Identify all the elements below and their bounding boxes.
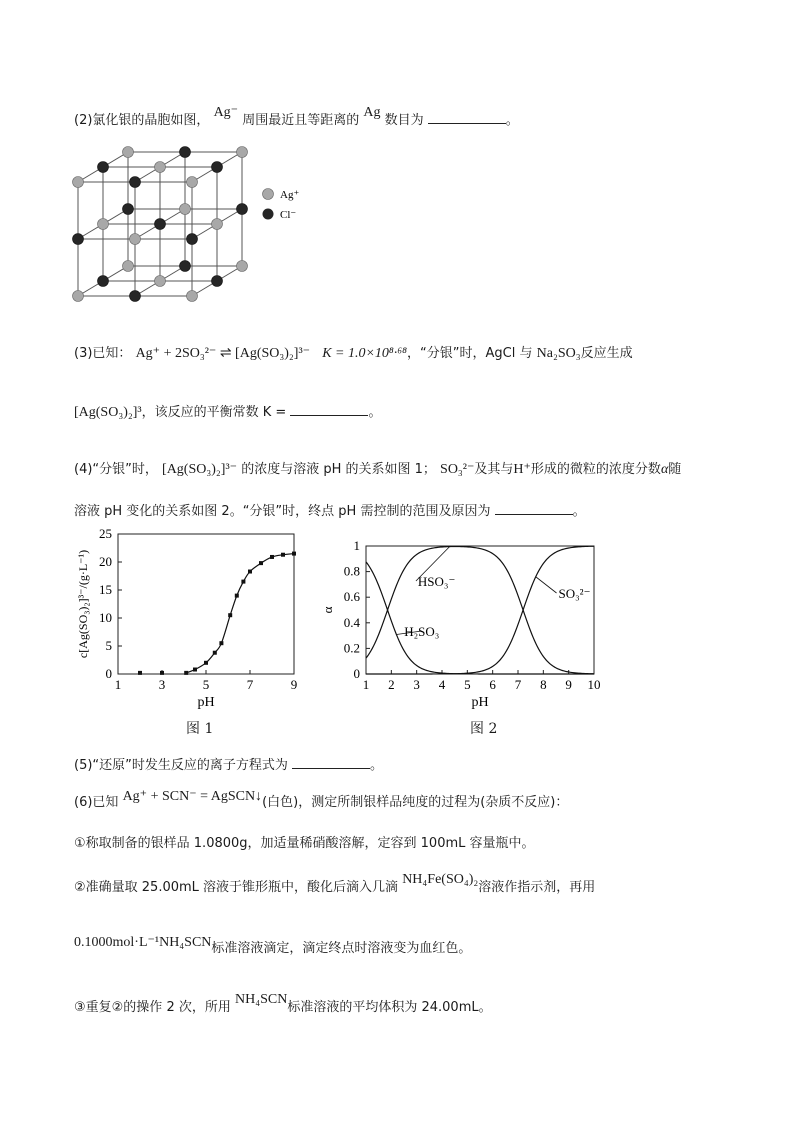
q6-line: (6)已知 Ag⁺ + SCN⁻ = AgSCN↓(白色)，测定所制银样品纯度的过程为(杂质不反应)：	[74, 789, 569, 810]
ag-ion	[73, 291, 84, 302]
data-point	[138, 671, 142, 675]
legend-cl-marker	[263, 209, 274, 220]
data-point	[248, 570, 252, 574]
x-axis-label: pH	[197, 695, 215, 710]
data-curve	[186, 554, 294, 673]
cl-ion	[130, 291, 141, 302]
x-tick-label: 3	[158, 677, 166, 692]
data-point	[213, 651, 217, 655]
plot-frame	[118, 534, 294, 674]
ag-ion	[155, 276, 166, 287]
q6-equation: Ag⁺ + SCN⁻ = AgSCN↓	[122, 789, 263, 804]
ag-ion	[73, 177, 84, 188]
hso3-label: HSO₃⁻	[417, 574, 456, 589]
q4-line2: 溶液 pH 变化的关系如图 2。“分银”时，终点 pH 需控制的范围及原因为 。	[74, 504, 586, 519]
crystal-cell-diagram	[66, 136, 326, 308]
x-tick-label: 1	[114, 677, 122, 692]
q4-line1: (4)“分银”时， [Ag(SO₃)₂]³⁻ 的浓度与溶液 pH 的关系如图 1； SO₃²⁻及其与H⁺形成的微粒的浓度分数α随	[74, 462, 682, 477]
hso3-curve	[366, 547, 594, 674]
y-axis-label: c[Ag(SO₃)₂]³⁻/(g·L⁻¹)	[76, 549, 90, 659]
data-point	[193, 668, 197, 672]
x-tick-label: 7	[246, 677, 254, 692]
so3-label-leader	[536, 577, 557, 593]
x-tick-label: 9	[290, 677, 298, 692]
q6-step1: ①称取制备的银样品 1.0800g，加适量稀硝酸溶解，定容到 100mL 容量瓶中。	[74, 836, 535, 851]
data-point	[219, 641, 223, 645]
cl-ion	[98, 162, 109, 173]
x-tick-label: 8	[540, 677, 547, 692]
q4-complex: [Ag(SO₃)₂]³⁻	[162, 462, 238, 477]
ag-ion	[180, 204, 191, 215]
x-tick-label: 3	[413, 677, 420, 692]
y-tick-label: 10	[99, 610, 112, 625]
cl-ion	[130, 177, 141, 188]
y-tick-label: 25	[99, 526, 112, 541]
y-tick-label: 15	[99, 582, 112, 597]
data-point	[184, 671, 188, 675]
x-tick-label: 5	[464, 677, 471, 692]
ag-ion	[123, 147, 134, 158]
ag-ion	[187, 177, 198, 188]
ag-ion	[187, 291, 198, 302]
figure-1-chart	[74, 526, 314, 716]
data-point	[281, 553, 285, 557]
x-tick-label: 10	[587, 677, 601, 692]
q5-line: (5)“还原”时发生反应的离子方程式为 。	[74, 758, 384, 773]
cl-ion	[212, 276, 223, 287]
q2-ag: Ag	[363, 105, 381, 120]
x-tick-label: 7	[514, 677, 522, 692]
q2-suffix: 数目为	[384, 113, 424, 128]
legend-ag-marker	[263, 189, 274, 200]
q6-reagent: NH₄SCN	[235, 992, 288, 1007]
plot-frame	[366, 546, 594, 674]
cl-ion	[155, 219, 166, 230]
q3-line2: [Ag(SO₃)₂]³，该反应的平衡常数 K = 。	[74, 405, 382, 420]
y-tick-label: 0	[105, 666, 112, 681]
crystal-legend	[263, 189, 300, 222]
x-tick-label: 9	[565, 677, 572, 692]
x-tick-label: 4	[438, 677, 446, 692]
data-point	[259, 561, 263, 565]
q3-na2so3: Na₂SO₃	[536, 346, 581, 361]
y-axis-label: α	[320, 606, 335, 614]
h2so3-label: H₂SO₃	[404, 624, 440, 639]
y-tick-label: 1	[353, 538, 360, 553]
ag-ion	[237, 147, 248, 158]
ag-ion	[155, 162, 166, 173]
q2-line: (2)氯化银的晶胞如图， Ag⁻ 周围最近且等距离的 Ag 数目为 。	[74, 105, 519, 128]
q6-step3: ③重复②的操作 2 次，所用 NH₄SCN标准溶液的平均体积为 24.00mL。	[74, 992, 492, 1015]
cl-ion	[180, 261, 191, 272]
q2-mid: 周围最近且等距离的	[242, 113, 360, 128]
cl-ion	[98, 276, 109, 287]
q2-prefix: (2)氯化银的晶胞如图，	[74, 113, 210, 128]
q3-equation: Ag⁺ + 2SO₃²⁻ ⇌ [Ag(SO₃)₂]³⁻	[135, 346, 311, 361]
cl-ion	[237, 204, 248, 215]
h2so3-curve	[366, 562, 594, 674]
cl-ion	[212, 162, 223, 173]
ag-ion	[212, 219, 223, 230]
data-point	[204, 661, 208, 665]
x-tick-label: 1	[362, 677, 370, 692]
answer-blank-q5[interactable]	[292, 756, 370, 769]
figure-1-caption: 图 1	[186, 721, 214, 737]
data-point	[241, 580, 245, 584]
q3-line1: (3)已知： Ag⁺ + 2SO₃²⁻ ⇌ [Ag(SO₃)₂]³⁻ K = 1.0×10⁸·⁶⁸，“分银”时，AgCl 与 Na₂SO₃反应生成	[74, 346, 633, 361]
answer-blank-q4[interactable]	[495, 502, 573, 515]
x-tick-label: 6	[489, 677, 496, 692]
q6-indicator: NH₄Fe(SO₄)₂	[402, 872, 479, 887]
y-tick-label: 0.4	[343, 614, 360, 630]
q6-conc: 0.1000mol·L⁻¹NH₄SCN	[74, 935, 212, 950]
answer-blank-q2[interactable]	[428, 111, 506, 124]
answer-blank-q3[interactable]	[290, 403, 368, 416]
so3-label: SO₃²⁻	[558, 586, 591, 601]
q6-step2-line2: 0.1000mol·L⁻¹NH₄SCN标准溶液滴定，滴定终点时溶液变为血红色。	[74, 935, 472, 956]
cl-ion	[123, 204, 134, 215]
data-point	[235, 594, 239, 598]
figure-2-chart	[318, 526, 608, 716]
data-point	[228, 613, 232, 617]
figure-2-caption: 图 2	[470, 721, 498, 737]
x-tick-label: 5	[202, 677, 210, 692]
so3-curve	[366, 546, 594, 674]
legend-ag-label: Ag⁺	[280, 189, 300, 201]
y-tick-label: 0.2	[343, 640, 360, 656]
y-tick-label: 20	[99, 554, 112, 569]
cl-ion	[180, 147, 191, 158]
ag-ion	[123, 261, 134, 272]
q4-so3: SO₃²⁻	[440, 462, 475, 477]
data-point	[160, 671, 164, 675]
legend-cl-label: Cl⁻	[280, 209, 297, 221]
y-tick-label: 0.8	[343, 563, 360, 579]
q6-step2-line1: ②准确量取 25.00mL 溶液于锥形瓶中，酸化后滴入几滴 NH₄Fe(SO₄)₂溶液作指示剂，再用	[74, 872, 596, 895]
x-tick-label: 2	[388, 677, 395, 692]
data-point	[270, 555, 274, 559]
q3-complex: [Ag(SO₃)₂]³	[74, 405, 142, 420]
ag-ion	[130, 234, 141, 245]
q2-ion: Ag⁻	[213, 105, 239, 120]
data-point	[292, 552, 296, 556]
cl-ion	[187, 234, 198, 245]
cl-ion	[73, 234, 84, 245]
ag-ion	[237, 261, 248, 272]
q3-k: K = 1.0×10⁸·⁶⁸	[322, 346, 408, 361]
y-tick-label: 0.6	[343, 589, 360, 605]
ag-ion	[98, 219, 109, 230]
y-tick-label: 0	[353, 666, 360, 681]
y-tick-label: 5	[105, 638, 112, 653]
x-axis-label: pH	[471, 695, 489, 710]
